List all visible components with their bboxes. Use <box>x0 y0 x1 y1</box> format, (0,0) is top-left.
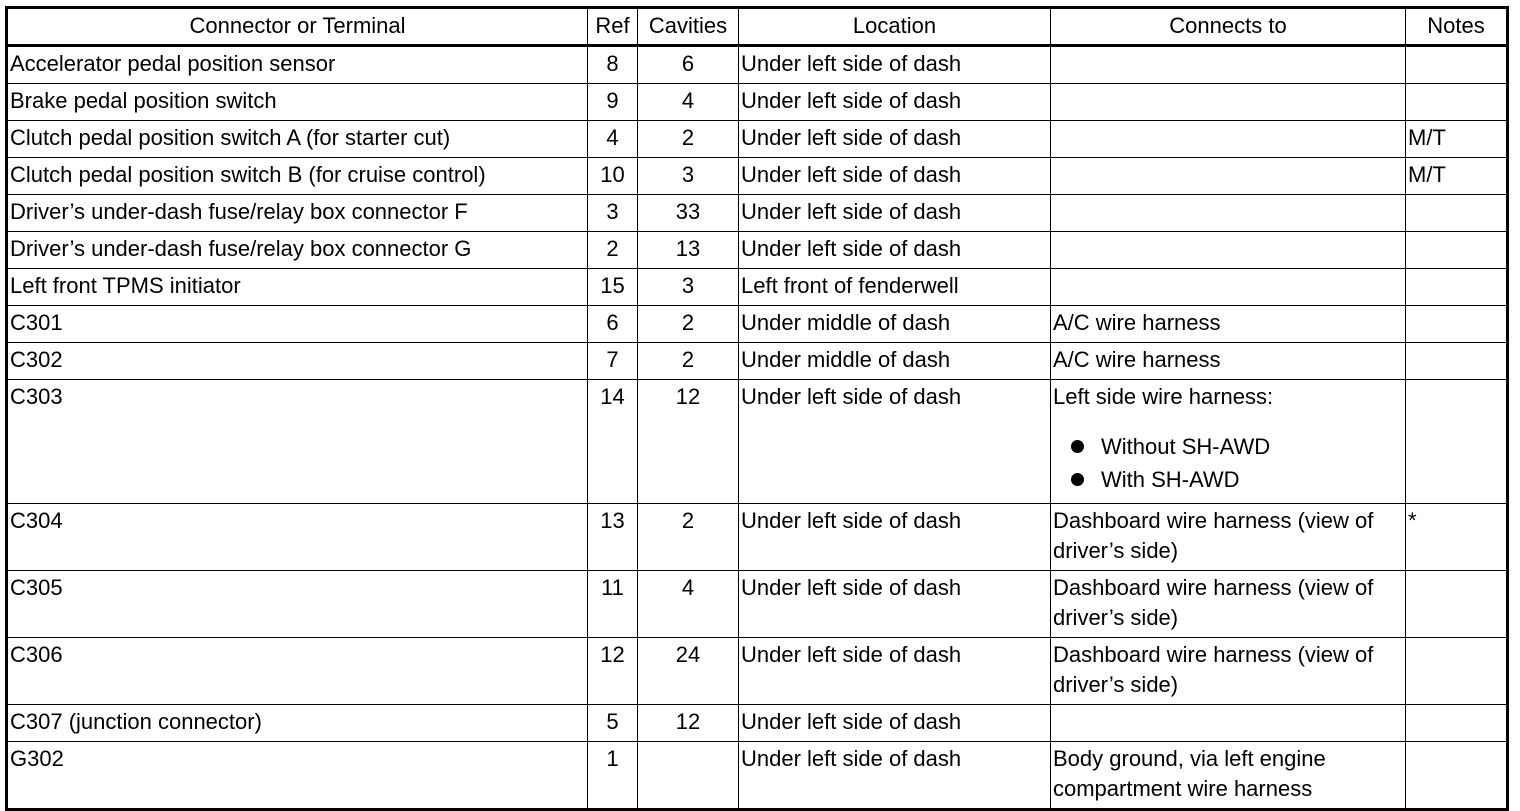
cell-location: Under left side of dash <box>739 638 1051 705</box>
cell-cavities: 24 <box>638 638 739 705</box>
cell-cavities: 12 <box>638 705 739 742</box>
table-header-row <box>7 8 1508 46</box>
list-item-label: Without SH-AWD <box>1101 434 1271 459</box>
cell-ref: 11 <box>588 571 638 638</box>
header-cavities: Cavities <box>638 8 739 46</box>
cell-cavities: 2 <box>638 504 739 571</box>
list-item <box>1053 463 1403 496</box>
cell-notes <box>1406 638 1508 705</box>
cell-connects-to: Dashboard wire harness (view of driver’s side) <box>1051 571 1406 638</box>
table-row <box>7 46 1508 84</box>
cell-notes <box>1406 380 1508 504</box>
cell-connector: Accelerator pedal position sensor <box>7 46 588 84</box>
cell-cavities: 3 <box>638 269 739 306</box>
cell-connector: C301 <box>7 306 588 343</box>
table-row <box>7 504 1508 571</box>
cell-connects-to: Body ground, via left engine compartment wire harness <box>1051 742 1406 810</box>
cell-location: Under left side of dash <box>739 195 1051 232</box>
cell-cavities: 13 <box>638 232 739 269</box>
bullet-icon <box>1071 473 1084 486</box>
cell-location: Under left side of dash <box>739 121 1051 158</box>
cell-ref: 14 <box>588 380 638 504</box>
cell-connects-to: A/C wire harness <box>1051 306 1406 343</box>
cell-notes <box>1406 195 1508 232</box>
connects-to-heading: Left side wire harness: <box>1053 384 1274 409</box>
cell-notes: M/T <box>1406 121 1508 158</box>
connects-to-list <box>1053 430 1403 496</box>
header-connects-to: Connects to <box>1051 8 1406 46</box>
cell-ref: 8 <box>588 46 638 84</box>
header-notes: Notes <box>1406 8 1508 46</box>
cell-cavities: 12 <box>638 380 739 504</box>
cell-connector: C304 <box>7 504 588 571</box>
cell-ref: 12 <box>588 638 638 705</box>
cell-notes <box>1406 571 1508 638</box>
cell-connector: C302 <box>7 343 588 380</box>
table-row <box>7 306 1508 343</box>
cell-location: Under left side of dash <box>739 158 1051 195</box>
table-row <box>7 742 1508 810</box>
cell-connector: C307 (junction connector) <box>7 705 588 742</box>
cell-location: Under left side of dash <box>739 380 1051 504</box>
table-row <box>7 158 1508 195</box>
table-row <box>7 269 1508 306</box>
cell-location: Under left side of dash <box>739 84 1051 121</box>
cell-location: Under left side of dash <box>739 232 1051 269</box>
cell-ref: 5 <box>588 705 638 742</box>
cell-connector: G302 <box>7 742 588 810</box>
header-connector: Connector or Terminal <box>7 8 588 46</box>
cell-connects-to <box>1051 121 1406 158</box>
table-row <box>7 195 1508 232</box>
cell-connector: C306 <box>7 638 588 705</box>
table-body <box>7 46 1508 810</box>
cell-notes: M/T <box>1406 158 1508 195</box>
cell-connects-to <box>1051 46 1406 84</box>
list-item <box>1053 430 1403 463</box>
cell-cavities <box>638 742 739 810</box>
cell-notes <box>1406 269 1508 306</box>
cell-ref: 10 <box>588 158 638 195</box>
cell-connects-to: A/C wire harness <box>1051 343 1406 380</box>
cell-connector: Driver’s under-dash fuse/relay box connector F <box>7 195 588 232</box>
header-location: Location <box>739 8 1051 46</box>
cell-ref: 6 <box>588 306 638 343</box>
cell-location: Left front of fenderwell <box>739 269 1051 306</box>
cell-cavities: 2 <box>638 121 739 158</box>
cell-ref: 7 <box>588 343 638 380</box>
cell-connector: C305 <box>7 571 588 638</box>
cell-cavities: 2 <box>638 306 739 343</box>
cell-ref: 13 <box>588 504 638 571</box>
connector-table <box>5 6 1509 811</box>
table-row <box>7 380 1508 504</box>
cell-ref: 2 <box>588 232 638 269</box>
cell-connects-to <box>1051 380 1406 504</box>
cell-connects-to <box>1051 269 1406 306</box>
cell-connects-to <box>1051 158 1406 195</box>
bullet-icon <box>1071 440 1084 453</box>
list-item-label: With SH-AWD <box>1101 467 1240 492</box>
cell-connects-to <box>1051 705 1406 742</box>
cell-location: Under left side of dash <box>739 504 1051 571</box>
cell-notes <box>1406 46 1508 84</box>
cell-notes <box>1406 84 1508 121</box>
cell-connects-to: Dashboard wire harness (view of driver’s side) <box>1051 638 1406 705</box>
cell-ref: 4 <box>588 121 638 158</box>
connector-table-container <box>5 6 1509 811</box>
cell-cavities: 4 <box>638 84 739 121</box>
table-row <box>7 343 1508 380</box>
cell-cavities: 3 <box>638 158 739 195</box>
cell-connects-to <box>1051 232 1406 269</box>
cell-location: Under left side of dash <box>739 571 1051 638</box>
table-row <box>7 638 1508 705</box>
cell-ref: 15 <box>588 269 638 306</box>
cell-cavities: 2 <box>638 343 739 380</box>
table-row <box>7 705 1508 742</box>
cell-cavities: 4 <box>638 571 739 638</box>
cell-cavities: 33 <box>638 195 739 232</box>
cell-location: Under left side of dash <box>739 705 1051 742</box>
table-row <box>7 121 1508 158</box>
cell-notes <box>1406 306 1508 343</box>
cell-notes <box>1406 705 1508 742</box>
cell-connects-to <box>1051 195 1406 232</box>
cell-connector: Driver’s under-dash fuse/relay box connector G <box>7 232 588 269</box>
cell-notes <box>1406 343 1508 380</box>
cell-ref: 9 <box>588 84 638 121</box>
cell-connector: Clutch pedal position switch A (for starter cut) <box>7 121 588 158</box>
cell-location: Under middle of dash <box>739 306 1051 343</box>
cell-notes: * <box>1406 504 1508 571</box>
cell-ref: 1 <box>588 742 638 810</box>
cell-notes <box>1406 742 1508 810</box>
cell-notes <box>1406 232 1508 269</box>
cell-connector: C303 <box>7 380 588 504</box>
cell-connector: Brake pedal position switch <box>7 84 588 121</box>
cell-ref: 3 <box>588 195 638 232</box>
table-row <box>7 84 1508 121</box>
cell-connects-to: Dashboard wire harness (view of driver’s side) <box>1051 504 1406 571</box>
table-row <box>7 571 1508 638</box>
table-row <box>7 232 1508 269</box>
cell-cavities: 6 <box>638 46 739 84</box>
header-ref: Ref <box>588 8 638 46</box>
cell-location: Under middle of dash <box>739 343 1051 380</box>
cell-connector: Clutch pedal position switch B (for cruise control) <box>7 158 588 195</box>
cell-location: Under left side of dash <box>739 742 1051 810</box>
cell-location: Under left side of dash <box>739 46 1051 84</box>
cell-connects-to <box>1051 84 1406 121</box>
cell-connector: Left front TPMS initiator <box>7 269 588 306</box>
